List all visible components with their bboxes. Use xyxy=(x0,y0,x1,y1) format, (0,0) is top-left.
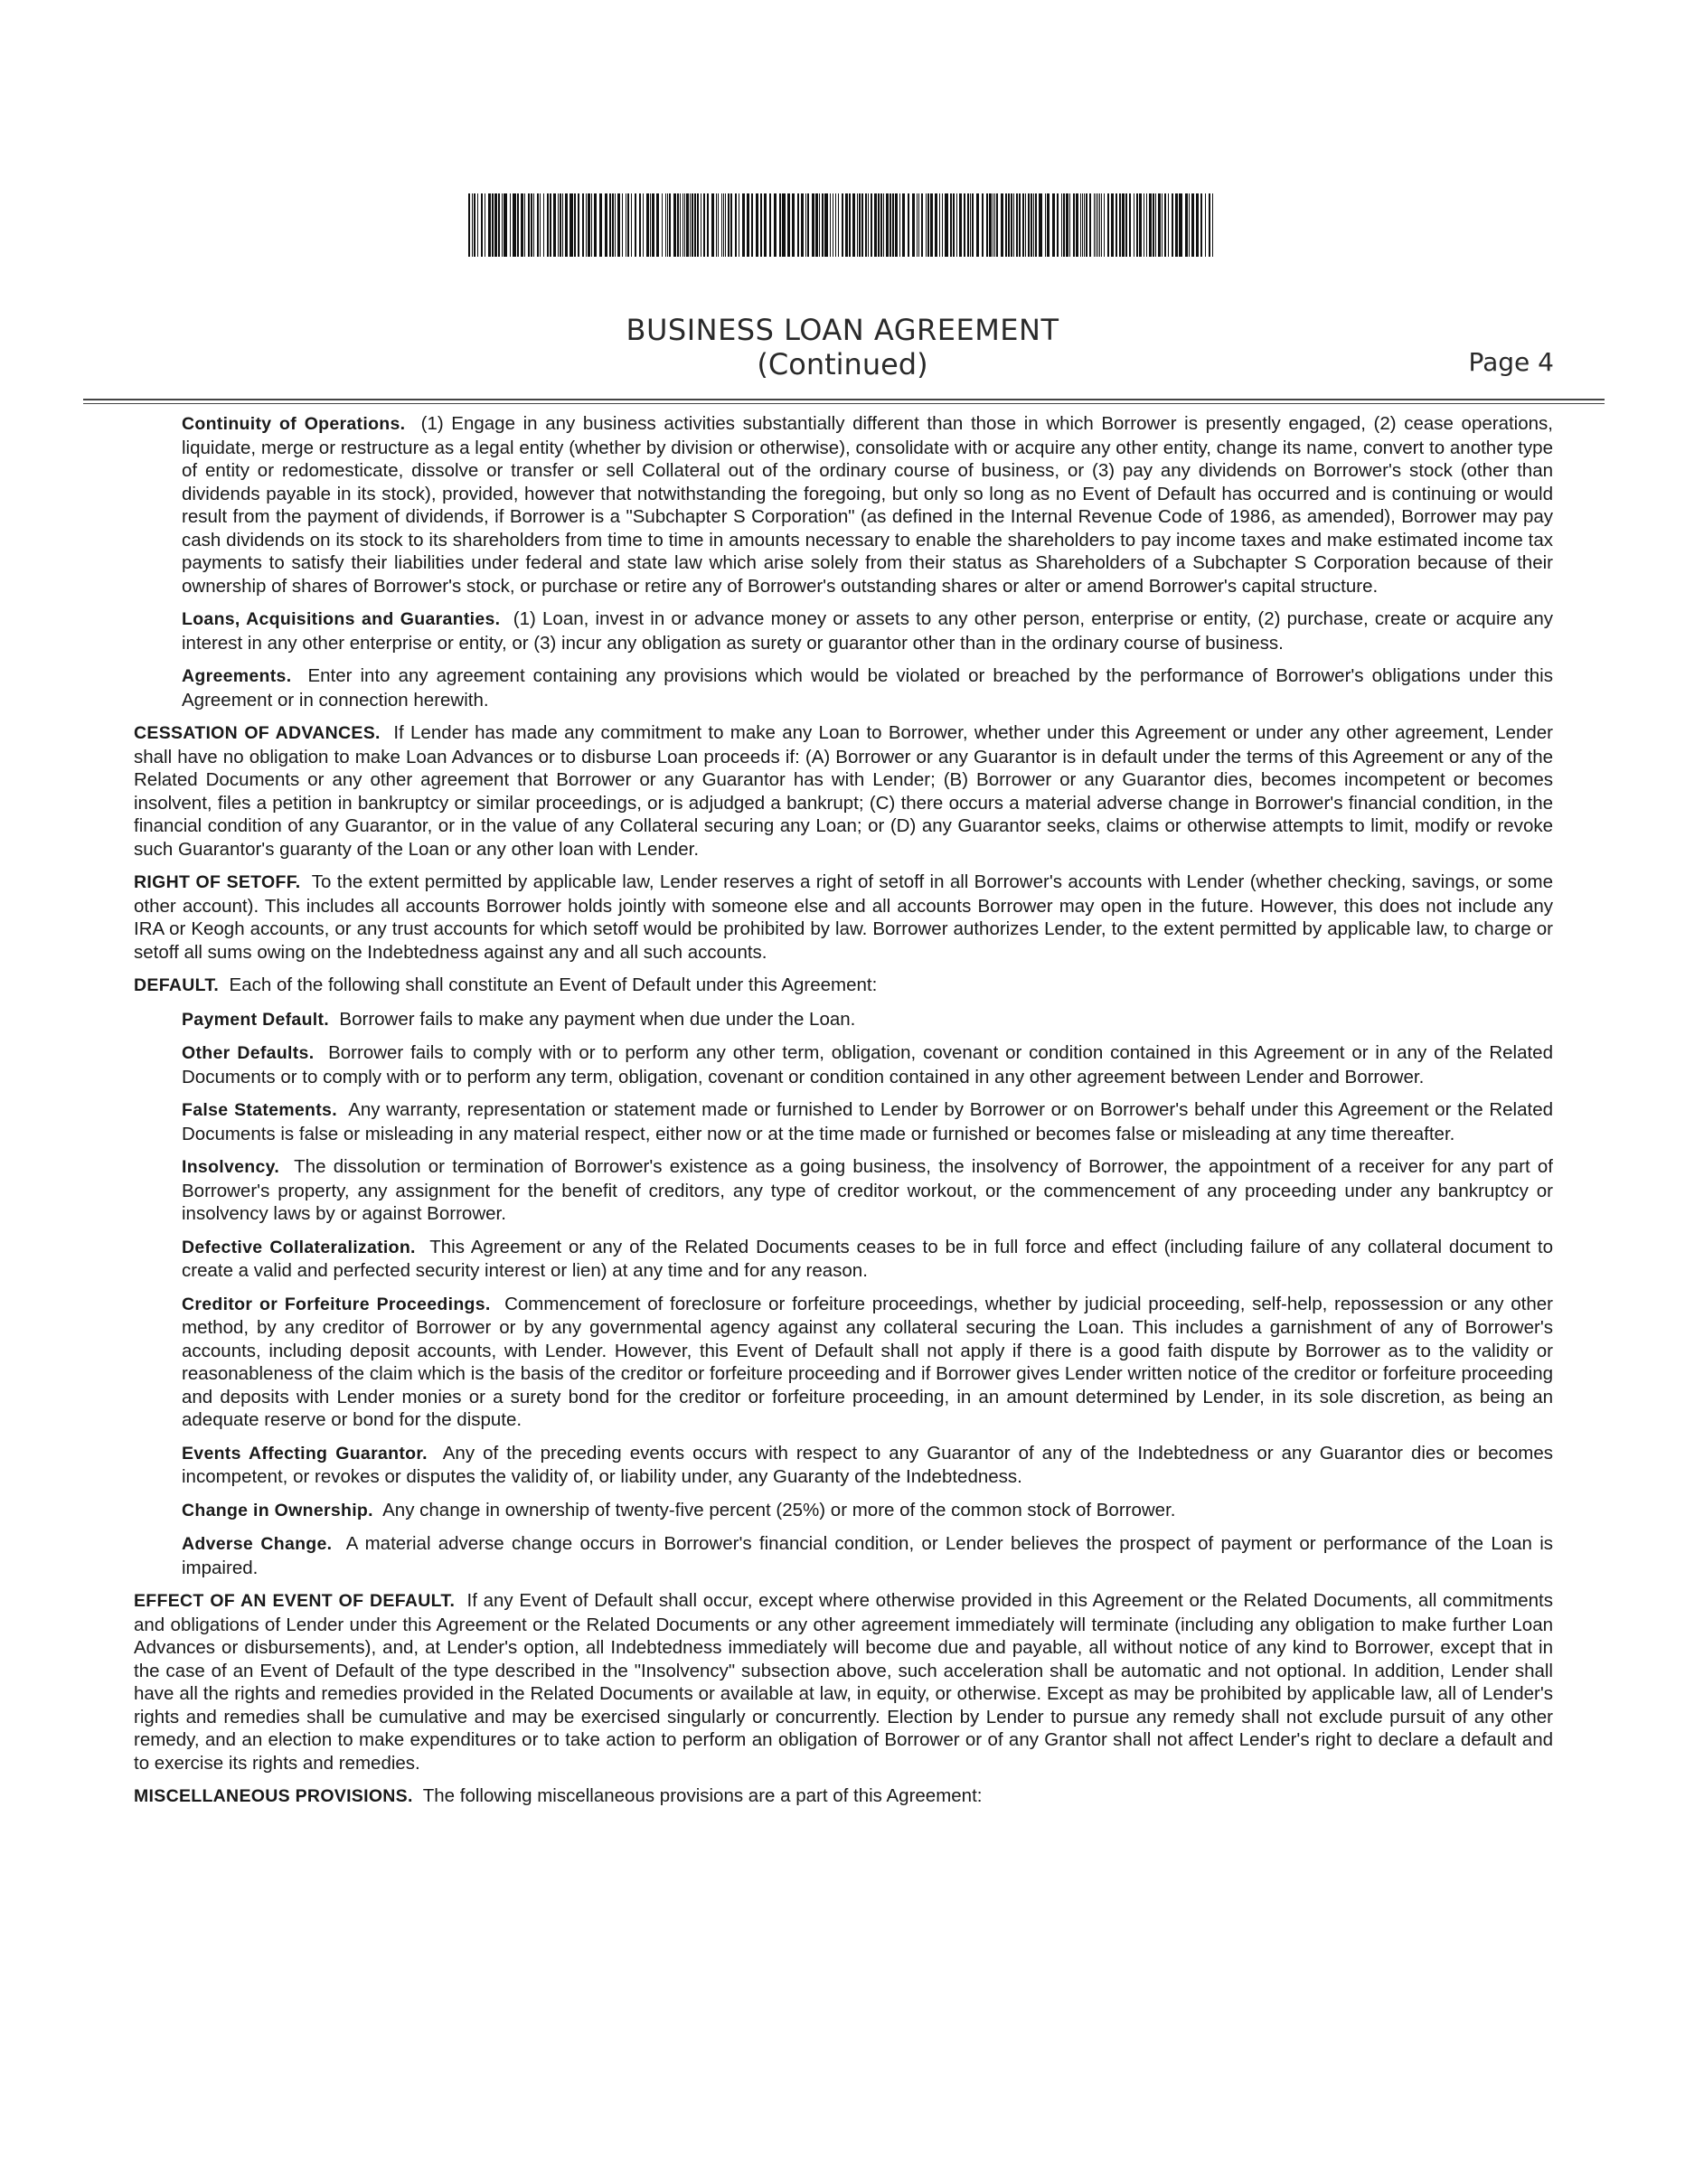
barcode-bar xyxy=(1035,193,1037,257)
barcode-bar xyxy=(895,193,898,257)
barcode-bar xyxy=(945,193,948,257)
barcode-bar xyxy=(1013,193,1014,257)
barcode-bar xyxy=(1096,193,1097,257)
barcode-bar xyxy=(883,193,884,257)
barcode-bar xyxy=(1022,193,1024,257)
barcode-bar xyxy=(1061,193,1062,257)
barcode-bar xyxy=(669,193,671,257)
barcode-bar xyxy=(697,193,699,257)
section-loans-acquisitions-guaranties xyxy=(182,607,1553,654)
section-cessation-of-advances xyxy=(134,721,1553,861)
barcode-bar xyxy=(680,193,681,257)
section-text: Enter into any agreement containing any provisions which would be violated or breached by the performance of Borrower's obligations under this Agreement or in connection herewith. xyxy=(182,665,1553,711)
barcode-bar xyxy=(787,193,790,257)
barcode-bar xyxy=(1082,193,1083,257)
barcode-bar xyxy=(468,193,470,257)
section-text: Borrower fails to make any payment when due under the Loan. xyxy=(339,1008,856,1030)
barcode-bar xyxy=(728,193,730,257)
section-text: The dissolution or termination of Borrower's existence as a going business, the insolvency of Borrower, the appointment of a receiver for any part of Borrower's property, any assignment for the benefit of creditors, any type of creditor workout, or the commencement of any proceeding under any bankruptcy or insolvency laws by or against Borrower. xyxy=(182,1156,1553,1224)
barcode-bar xyxy=(812,193,814,257)
barcode-bar xyxy=(1115,193,1117,257)
barcode-bar xyxy=(692,193,693,257)
barcode-bar xyxy=(605,193,607,257)
barcode-bar xyxy=(1164,193,1166,257)
barcode-bar xyxy=(1001,193,1003,257)
barcode-bar xyxy=(857,193,858,257)
barcode-bar xyxy=(849,193,851,257)
barcode-bar xyxy=(908,193,909,257)
barcode-bar xyxy=(588,193,590,257)
barcode-bar xyxy=(615,193,616,257)
section-agreements xyxy=(182,664,1553,711)
barcode-bar xyxy=(774,193,777,257)
barcode-bar xyxy=(639,193,641,257)
section-heading: CESSATION OF ADVANCES. xyxy=(134,723,381,743)
barcode-bar xyxy=(1086,193,1087,257)
section-heading: Events Affecting Guarantor. xyxy=(182,1443,428,1464)
barcode-bar xyxy=(718,193,719,257)
section-heading: Insolvency. xyxy=(182,1157,280,1177)
barcode-bar xyxy=(578,193,579,257)
barcode-bar xyxy=(861,193,863,257)
barcode-bar xyxy=(865,193,867,257)
barcode-bar xyxy=(662,193,663,257)
barcode-bar xyxy=(488,193,491,257)
barcode-bar xyxy=(886,193,889,257)
barcode-bar xyxy=(953,193,955,257)
section-text: (1) Loan, invest in or advance money or assets to any other person, enterprise or entity, (2) purchase, create or acquire any interest in any other enterprise or entity, or (3) incur any obligation as surety or guarantor other than in the ordinary course of business. xyxy=(182,608,1553,654)
section-heading: Other Defaults. xyxy=(182,1043,315,1063)
section-text: Any change in ownership of twenty-five percent (25%) or more of the common stock of Borrower. xyxy=(382,1499,1176,1520)
barcode-bar xyxy=(1008,193,1010,257)
barcode-bar xyxy=(494,193,497,257)
section-heading: Change in Ownership. xyxy=(182,1500,373,1520)
barcode-bar xyxy=(524,193,525,257)
barcode-bar xyxy=(1097,193,1098,257)
barcode-bar xyxy=(612,193,614,257)
barcode-bar xyxy=(769,193,771,257)
section-continuity-of-operations xyxy=(182,412,1553,598)
barcode-bar xyxy=(1172,193,1173,257)
section-text: (1) Engage in any business activities substantially different than those in which Borrower is presently engaged, (2) cease operations, liquidate, merge or restructure as a legal entity (whether by division or otherwise), consolidate with or acquire any other entity, change its name, convert to another type of entity or redomesticate, dissolve or transfer or sell Collateral out of the ordinary course of business, or (3) pay any dividends on Borrower's stock (other than dividends payable in its stock), provided, however that notwithstanding the foregoing, but only so long as no Event of Default has occurred and is continuing or would result from the payment of dividends, if Borrower is a "Subchapter S Corporation" (as defined in the Internal Revenue Code of 1986, as amended), Borrower may pay cash dividends on its stock to its shareholders from time to time in amounts necessary to enable the shareholders to pay income taxes and make estimated income tax payments to satisfy their liabilities under federal and state law which arise solely from their status as Shareholders of a Subchapter S Corporation because of their ownership of shares of Borrower's stock, or purchase or retire any of Borrower's outstanding shares or alter or amend Borrower's capital structure. xyxy=(182,413,1553,597)
section-defective-collateralization xyxy=(182,1236,1553,1283)
barcode-bar xyxy=(570,193,573,257)
barcode-bar xyxy=(694,193,696,257)
barcode-bar xyxy=(1101,193,1102,257)
barcode-bar xyxy=(686,193,689,257)
section-heading: EFFECT OF AN EVENT OF DEFAULT. xyxy=(134,1591,456,1611)
barcode-bar xyxy=(1122,193,1125,257)
barcode-bar xyxy=(982,193,984,257)
barcode-bar xyxy=(707,193,709,257)
barcode-bar xyxy=(1005,193,1007,257)
barcode-bar xyxy=(859,193,861,257)
section-text: Any of the preceding events occurs with respect to any Guarantor of any of the Indebtedness or any Guarantor dies or becomes incompetent, or revokes or disputes the validity of, or liability under, any Guaranty of the Indebtedness. xyxy=(182,1442,1553,1487)
section-text: Commencement of foreclosure or forfeiture proceedings, whether by judicial proceeding, self-help, repossession or any other method, by any creditor of Borrower or by any governmental agency against any collateral securing the Loan. This includes a garnishment of any of Borrower's accounts, including deposit accounts, with Lender. However, this Event of Default shall not apply if there is a good faith dispute by Borrower as to the validity or reasonableness of the claim which is the basis of the creditor or forfeiture proceeding and if Borrower gives Lender written notice of the creditor or forfeiture proceeding and deposits with Lender monies or a surety bond for the creditor or forfeiture proceeding, in an amount determined by Lender, in its sole discretion, as being an adequate reserve or bond for the dispute. xyxy=(182,1293,1553,1430)
barcode-bar xyxy=(989,193,992,257)
barcode-bar xyxy=(562,193,563,257)
barcode-bar xyxy=(1099,193,1100,257)
document-body xyxy=(134,412,1553,1819)
barcode-bar xyxy=(917,193,918,257)
barcode-bar xyxy=(1111,193,1114,257)
barcode-bar xyxy=(1146,193,1147,257)
barcode-bar xyxy=(735,193,737,257)
barcode-bar xyxy=(1162,193,1163,257)
barcode-bar xyxy=(935,193,937,257)
barcode-bar xyxy=(631,193,632,257)
section-heading: Payment Default. xyxy=(182,1009,330,1030)
barcode-bar xyxy=(627,193,629,257)
barcode-bar xyxy=(656,193,659,257)
barcode-bar xyxy=(1016,193,1018,257)
barcode-bar xyxy=(1153,193,1154,257)
barcode-bar xyxy=(976,193,979,257)
section-events-affecting-guarantor xyxy=(182,1442,1553,1489)
section-text: Borrower fails to comply with or to perform any other term, obligation, covenant or condition contained in this Agreement or in any of the Related Documents or to comply with or to perform any term, obligation, covenant or condition contained in any other agreement between Lender and Borrower. xyxy=(182,1042,1553,1087)
barcode-bar xyxy=(874,193,877,257)
section-text: The following miscellaneous provisions are a part of this Agreement: xyxy=(422,1785,983,1806)
barcode-bar xyxy=(779,193,781,257)
barcode-bar xyxy=(1155,193,1156,257)
barcode-bar xyxy=(868,193,869,257)
barcode-bar xyxy=(1047,193,1050,257)
barcode-bar xyxy=(972,193,974,257)
section-heading: Creditor or Forfeiture Proceedings. xyxy=(182,1294,491,1314)
section-insolvency xyxy=(182,1155,1553,1226)
barcode-bar xyxy=(533,193,534,257)
barcode-bar xyxy=(1104,193,1105,257)
barcode-bar xyxy=(591,193,592,257)
barcode-bar xyxy=(939,193,940,257)
barcode-bar xyxy=(807,193,809,257)
barcode-bar xyxy=(547,193,549,257)
barcode-bar xyxy=(1045,193,1046,257)
barcode-bar xyxy=(1179,193,1182,257)
barcode-bar xyxy=(747,193,749,257)
barcode-bar xyxy=(926,193,927,257)
barcode-bar xyxy=(725,193,726,257)
barcode-bar xyxy=(1052,193,1055,257)
section-text: Each of the following shall constitute an Event of Default under this Agreement: xyxy=(229,974,878,995)
barcode-bar xyxy=(665,193,666,257)
barcode-bar xyxy=(1057,193,1059,257)
barcode-bar xyxy=(838,193,839,257)
barcode-bar xyxy=(723,193,724,257)
barcode-bar xyxy=(986,193,988,257)
barcode-bar xyxy=(994,193,995,257)
barcode-bar xyxy=(1019,193,1021,257)
barcode-bar xyxy=(513,193,516,257)
barcode-bar xyxy=(1125,193,1127,257)
barcode-bar xyxy=(646,193,649,257)
section-text: A material adverse change occurs in Borrower's financial condition, or Lender believes the prospect of payment or performance of the Loan is impaired. xyxy=(182,1533,1553,1578)
section-miscellaneous-provisions xyxy=(134,1784,1553,1809)
barcode-bar xyxy=(921,193,923,257)
page-number: Page 4 xyxy=(1468,347,1554,377)
barcode-bar xyxy=(1073,193,1075,257)
section-adverse-change xyxy=(182,1532,1553,1579)
barcode-bar xyxy=(1069,193,1070,257)
barcode-bar xyxy=(764,193,767,257)
section-effect-of-event-of-default xyxy=(134,1589,1553,1774)
barcode-bar xyxy=(782,193,786,257)
barcode-bar xyxy=(742,193,745,257)
barcode-bar xyxy=(842,193,843,257)
barcode-bar xyxy=(553,193,556,257)
section-heading: Agreements. xyxy=(182,666,292,686)
section-default xyxy=(134,974,1553,998)
barcode-bar xyxy=(918,193,919,257)
barcode-bar xyxy=(1205,193,1206,257)
barcode-bar xyxy=(930,193,933,257)
barcode-bar xyxy=(1158,193,1161,257)
barcode-bar xyxy=(521,193,523,257)
barcode-bar xyxy=(1084,193,1085,257)
section-text: If Lender has made any commitment to make any Loan to Borrower, whether under this Agreement or under any other agreement, Lender shall have no obligation to make Loan Advances or to disburse Loan proceeds if: (A) Borrower or any Guarantor is in default under the terms of this Agreement or any of the Related Documents or any other agreement that Borrower or any Guarantor has with Lender; (B) Borrower or any Guarantor dies, becomes incompetent or becomes insolvent, files a petition in bankruptcy or similar proceedings, or is adjudged a bankrupt; (C) there occurs a material adverse change in Borrower's financial condition, in the financial condition of any Guarantor, or in the value of any Collateral securing any Loan; or (D) any Guarantor seeks, claims or otherwise attempts to limit, modify or revoke such Guarantor's guaranty of the Loan or any other loan with Lender. xyxy=(134,722,1553,860)
barcode-bar xyxy=(845,193,848,257)
barcode-bar xyxy=(477,193,478,257)
section-false-statements xyxy=(182,1098,1553,1145)
barcode-bar xyxy=(690,193,691,257)
barcode-bar xyxy=(1119,193,1121,257)
barcode-bar xyxy=(959,193,962,257)
barcode-bar xyxy=(652,193,654,257)
section-text: To the extent permitted by applicable law, Lender reserves a right of setoff in all Borrower's accounts with Lender (whether checking, savings, or some other account). This includes all accounts Borrower holds jointly with someone else and all accounts Borrower may open in the future. However, this does not include any IRA or Keogh accounts, or any trust accounts for which setoff would be prohibited by law. Borrower authorizes Lender, to the extent permitted by applicable law, to charge or setoff all sums owing on the Indebtedness against any and all such accounts. xyxy=(134,871,1553,963)
barcode-bar xyxy=(1191,193,1194,257)
barcode-bar xyxy=(510,193,511,257)
barcode-bar xyxy=(805,193,806,257)
section-heading: Adverse Change. xyxy=(182,1534,333,1554)
barcode-bar xyxy=(871,193,872,257)
document-title: BUSINESS LOAN AGREEMENT xyxy=(626,313,1059,347)
section-text: If any Event of Default shall occur, except where otherwise provided in this Agreement or the Related Documents, all commitments and obligations of Lender under this Agreement or the Related Documents or any other agreement immediately will terminate (including any obligation to make further Loan Advances or disbursements), and, at Lender's option, all Indebtedness immediately will become due and payable, all without notice of any kind to Borrower, except that in the case of an Event of Default of the type described in the "Insolvency" subsection above, such acceleration shall be automatic and not optional. In addition, Lender shall have all the rights and remedies provided in the Related Documents or available at law, in equity, or otherwise. Except as may be prohibited by applicable law, all of Lender's rights and remedies shall be cumulative and may be exercised singularly or concurrently. Election by Lender to pursue any remedy shall not exclude pursuit of any other remedy, and an election to make expenditures or to take action to perform an obligation of Borrower or of any Grantor shall not affect Lender's right to declare a default and to exercise its rights and remedies. xyxy=(134,1590,1553,1774)
barcode-bar xyxy=(1129,193,1131,257)
barcode-bar xyxy=(543,193,544,257)
barcode-bar xyxy=(594,193,597,257)
barcode-bar xyxy=(1175,193,1178,257)
barcode xyxy=(468,193,1213,257)
barcode-bar xyxy=(474,193,475,257)
barcode-bar xyxy=(1028,193,1030,257)
barcode-bar xyxy=(537,193,539,257)
barcode-bar xyxy=(852,193,855,257)
barcode-bar xyxy=(1107,193,1109,257)
barcode-bar xyxy=(1066,193,1068,257)
barcode-bar xyxy=(1212,193,1213,257)
barcode-bar xyxy=(472,193,473,257)
barcode-bar xyxy=(1031,193,1032,257)
barcode-bar xyxy=(899,193,900,257)
barcode-bar xyxy=(609,193,611,257)
barcode-bar xyxy=(892,193,894,257)
barcode-bar xyxy=(801,193,804,257)
barcode-bar xyxy=(531,193,532,257)
section-payment-default xyxy=(182,1008,1553,1032)
section-heading: RIGHT OF SETOFF. xyxy=(134,872,301,892)
section-heading: DEFAULT. xyxy=(134,975,220,995)
section-text: Any warranty, representation or statement made or furnished to Lender by Borrower or on Borrower's behalf under this Agreement or the Related Documents is false or misleading in any material respect, either now or at the time made or furnished or becomes false or misleading at any time thereafter. xyxy=(182,1099,1554,1144)
barcode-bar xyxy=(912,193,915,257)
barcode-bar xyxy=(574,193,576,257)
header-rule xyxy=(83,399,1605,400)
barcode-bar xyxy=(890,193,891,257)
barcode-bar xyxy=(1033,193,1034,257)
barcode-bar xyxy=(967,193,969,257)
barcode-bar xyxy=(964,193,965,257)
barcode-bar xyxy=(1011,193,1012,257)
barcode-bar xyxy=(880,193,882,257)
barcode-bar xyxy=(830,193,831,257)
barcode-bar xyxy=(643,193,644,257)
barcode-bar xyxy=(721,193,722,257)
barcode-bar xyxy=(956,193,957,257)
barcode-bar xyxy=(711,193,714,257)
barcode-bar xyxy=(1168,193,1169,257)
barcode-bar xyxy=(650,193,651,257)
barcode-bar xyxy=(902,193,905,257)
barcode-bar xyxy=(878,193,880,257)
barcode-bar xyxy=(617,193,620,257)
document-subtitle: (Continued) xyxy=(757,347,928,381)
barcode-bar xyxy=(635,193,636,257)
section-right-of-setoff xyxy=(134,871,1553,964)
section-heading: False Statements. xyxy=(182,1100,337,1120)
barcode-bar xyxy=(1076,193,1078,257)
barcode-bar xyxy=(1039,193,1042,257)
barcode-bar xyxy=(950,193,952,257)
barcode-bar xyxy=(599,193,602,257)
section-creditor-forfeiture-proceedings xyxy=(182,1293,1553,1432)
barcode-bar xyxy=(835,193,836,257)
barcode-bar xyxy=(756,193,758,257)
barcode-bar xyxy=(1200,193,1202,257)
barcode-bar xyxy=(824,193,828,257)
barcode-bar xyxy=(1189,193,1190,257)
barcode-bar xyxy=(716,193,717,257)
barcode-bar xyxy=(586,193,587,257)
barcode-bar xyxy=(703,193,705,257)
barcode-bar xyxy=(1139,193,1142,257)
barcode-bar xyxy=(927,193,929,257)
barcode-bar xyxy=(540,193,541,257)
barcode-bar xyxy=(682,193,683,257)
barcode-bar xyxy=(1209,193,1210,257)
header-rule-thin xyxy=(83,403,1605,404)
barcode-bar xyxy=(565,193,568,257)
barcode-bar xyxy=(673,193,676,257)
barcode-bar xyxy=(751,193,753,257)
barcode-bar xyxy=(815,193,818,257)
barcode-bar xyxy=(498,193,500,257)
barcode-bar xyxy=(684,193,685,257)
barcode-bar xyxy=(558,193,559,257)
barcode-bar xyxy=(996,193,998,257)
section-text: This Agreement or any of the Related Documents ceases to be in full force and effect (including failure of any collateral document to create a valid and perfected security interest or lien) at any time and for any reason. xyxy=(182,1236,1553,1281)
section-heading: MISCELLANEOUS PROVISIONS. xyxy=(134,1786,413,1806)
barcode-bar xyxy=(970,193,971,257)
barcode-bar xyxy=(517,193,519,257)
barcode-bar xyxy=(504,193,507,257)
barcode-bar xyxy=(822,193,824,257)
barcode-bar xyxy=(1196,193,1199,257)
barcode-bar xyxy=(942,193,943,257)
barcode-bar xyxy=(560,193,561,257)
barcode-bar xyxy=(550,193,551,257)
barcode-bar xyxy=(1063,193,1065,257)
barcode-bar xyxy=(502,193,503,257)
barcode-bar xyxy=(797,193,799,257)
barcode-bar xyxy=(819,193,820,257)
barcode-bar xyxy=(1080,193,1081,257)
section-change-in-ownership xyxy=(182,1499,1553,1523)
barcode-bar xyxy=(730,193,732,257)
barcode-bar xyxy=(582,193,584,257)
barcode-bar xyxy=(677,193,679,257)
barcode-bar xyxy=(1149,193,1152,257)
barcode-bar xyxy=(492,193,494,257)
barcode-bar xyxy=(1185,193,1188,257)
barcode-bar xyxy=(792,193,795,257)
section-other-defaults xyxy=(182,1041,1553,1088)
barcode-bar xyxy=(481,193,483,257)
section-heading: Defective Collateralization. xyxy=(182,1237,416,1257)
barcode-bar xyxy=(1094,193,1095,257)
barcode-bar xyxy=(622,193,623,257)
barcode-bar xyxy=(760,193,762,257)
barcode-bar xyxy=(1089,193,1091,257)
barcode-bar xyxy=(1025,193,1026,257)
barcode-bar xyxy=(1136,193,1138,257)
section-heading: Continuity of Operations. xyxy=(182,414,406,434)
section-heading: Loans, Acquisitions and Guaranties. xyxy=(182,609,501,629)
barcode-bar xyxy=(667,193,668,257)
barcode-bar xyxy=(528,193,530,257)
